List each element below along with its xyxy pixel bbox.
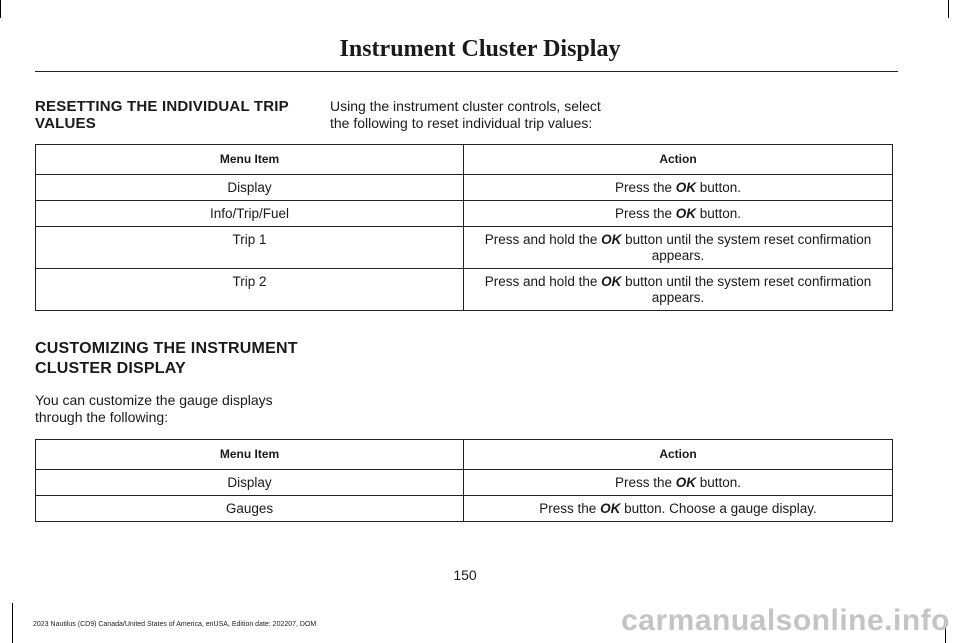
ok-button-label: OK bbox=[601, 232, 622, 247]
menu-item-cell: Display bbox=[36, 470, 464, 496]
section-heading-customize-line2: CLUSTER DISPLAY bbox=[35, 360, 186, 377]
action-text: Press and hold the bbox=[484, 232, 602, 247]
action-cell bbox=[464, 227, 893, 269]
action-text: button. Choose a gauge display. bbox=[620, 501, 817, 516]
menu-item-cell: Display bbox=[36, 175, 464, 201]
reset-trip-table bbox=[35, 144, 893, 311]
watermark: carmanualsonline.info bbox=[621, 604, 950, 637]
table-row bbox=[36, 496, 893, 522]
action-text: button until the system reset confirmation appears. bbox=[621, 274, 872, 305]
action-text: Press and hold the bbox=[484, 274, 602, 289]
table-row bbox=[36, 470, 893, 496]
action-cell bbox=[464, 496, 893, 522]
column-header-action: Action bbox=[464, 440, 893, 470]
page-title: Instrument Cluster Display bbox=[339, 36, 621, 62]
action-text: button. bbox=[695, 475, 742, 490]
column-header-menu-item: Menu Item bbox=[36, 440, 464, 470]
menu-item-cell: Gauges bbox=[36, 496, 464, 522]
table-row bbox=[36, 175, 893, 201]
footer-edition-info: 2023 Nautilus (CD9) Canada/United States of America, enUSA, Edition date: 202207, DOM bbox=[33, 621, 317, 628]
table-row bbox=[36, 201, 893, 227]
action-text: Press the bbox=[614, 180, 676, 195]
table-row bbox=[36, 269, 893, 311]
action-text: button until the system reset confirmation appears. bbox=[621, 232, 872, 263]
section-heading-customize-line1: CUSTOMIZING THE INSTRUMENT bbox=[35, 340, 298, 357]
page-number: 150 bbox=[453, 567, 477, 583]
ok-button-label: OK bbox=[675, 206, 696, 221]
table-row bbox=[36, 227, 893, 269]
action-text: button. bbox=[695, 206, 742, 221]
menu-item-cell: Trip 1 bbox=[36, 227, 464, 269]
ok-button-label: OK bbox=[600, 501, 621, 516]
title-rule bbox=[35, 71, 898, 72]
action-text: Press the bbox=[539, 501, 601, 516]
column-header-menu-item: Menu Item bbox=[36, 145, 464, 175]
ok-button-label: OK bbox=[675, 475, 696, 490]
action-cell bbox=[464, 201, 893, 227]
ok-button-label: OK bbox=[675, 180, 696, 195]
table-header-row bbox=[36, 440, 893, 470]
action-text: Press the bbox=[614, 206, 676, 221]
column-header-action: Action bbox=[464, 145, 893, 175]
crop-mark bbox=[948, 0, 949, 18]
section-intro-customize: You can customize the gauge displays through the following: bbox=[35, 392, 273, 425]
ok-button-label: OK bbox=[601, 274, 622, 289]
table-header-row bbox=[36, 145, 893, 175]
section-intro-reset-trip: Using the instrument cluster controls, select the following to reset individual trip values: bbox=[330, 98, 601, 131]
section-heading-reset-trip: RESETTING THE INDIVIDUAL TRIP VALUES bbox=[35, 98, 289, 132]
action-cell bbox=[464, 269, 893, 311]
menu-item-cell: Info/Trip/Fuel bbox=[36, 201, 464, 227]
menu-item-cell: Trip 2 bbox=[36, 269, 464, 311]
action-text: Press the bbox=[614, 475, 676, 490]
action-text: button. bbox=[695, 180, 742, 195]
customize-display-table bbox=[35, 439, 893, 522]
action-cell bbox=[464, 175, 893, 201]
crop-mark bbox=[0, 0, 1, 18]
crop-mark bbox=[12, 603, 13, 643]
action-cell bbox=[464, 470, 893, 496]
